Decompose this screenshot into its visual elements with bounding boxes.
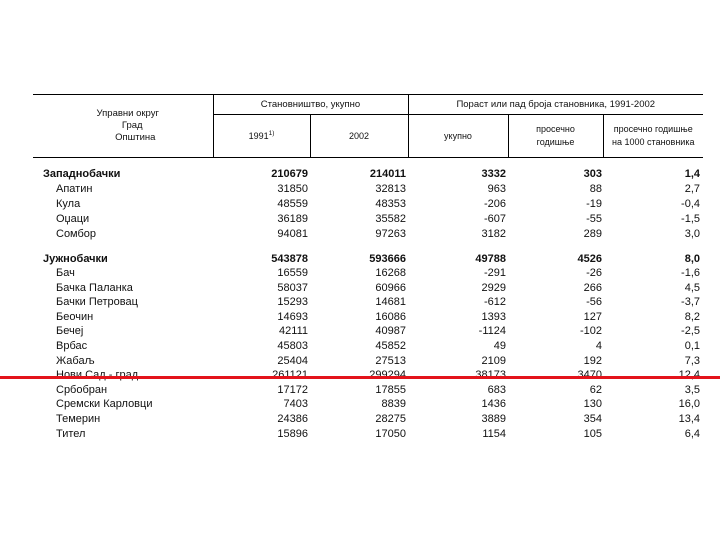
cell-change-total: 49 xyxy=(493,340,506,353)
cell-pop-2002: 48353 xyxy=(375,197,406,210)
cell-change-avg-annual: -102 xyxy=(579,325,602,338)
cell-name: Апатин xyxy=(56,182,93,195)
cell-name: Кула xyxy=(56,197,81,210)
cell-change-per-1000: -3,7 xyxy=(681,296,701,309)
cell-pop-2002: 97263 xyxy=(375,227,406,240)
cell-pop-2002: 27513 xyxy=(375,354,406,367)
cell-change-per-1000: 2,7 xyxy=(684,182,701,195)
spacer-cell xyxy=(33,158,703,167)
table-row-region xyxy=(33,167,703,182)
table-row-municipality xyxy=(33,182,703,197)
header-territory xyxy=(33,95,213,158)
cell-pop-2002: 593666 xyxy=(369,252,406,265)
cell-change-per-1000: 3,0 xyxy=(684,227,701,240)
cell-pop-2002: 60966 xyxy=(375,281,406,294)
header-municipality-label: Општина xyxy=(115,132,156,143)
cell-pop-2002: 35582 xyxy=(375,212,406,225)
cell-change-per-1000: -1,6 xyxy=(681,267,701,280)
header-region-label: Управни округ xyxy=(96,108,159,119)
cell-change-per-1000: 8,2 xyxy=(684,310,701,323)
cell-change-per-1000: 6,4 xyxy=(684,427,701,440)
cell-change-total: 3332 xyxy=(481,167,506,180)
cell-change-total: 683 xyxy=(487,383,506,396)
cell-change-avg-annual: 266 xyxy=(583,281,602,294)
table-row-municipality xyxy=(33,227,703,242)
table-row-municipality xyxy=(33,397,703,412)
cell-pop-1991: 24386 xyxy=(277,413,308,426)
cell-change-per-1000: 7,3 xyxy=(684,354,701,367)
table-row-municipality xyxy=(33,266,703,281)
cell-change-avg-annual: -56 xyxy=(586,296,602,309)
cell-name: Сомбор xyxy=(56,227,97,240)
cell-pop-1991: 36189 xyxy=(277,212,308,225)
header-col-2002: 2002 xyxy=(310,115,408,158)
cell-pop-1991: 58037 xyxy=(277,281,308,294)
cell-change-total: 1436 xyxy=(481,398,506,411)
cell-change-avg-annual: 4 xyxy=(595,340,602,353)
table-row-municipality xyxy=(33,295,703,310)
cell-change-total: -206 xyxy=(483,197,506,210)
cell-name: Оџаци xyxy=(56,212,90,225)
header-population-group: Становништво, укупно xyxy=(213,95,408,115)
cell-change-per-1000: -1,5 xyxy=(681,212,701,225)
cell-change-avg-annual: -26 xyxy=(586,267,602,280)
cell-pop-1991: 210679 xyxy=(271,167,308,180)
cell-change-total: 2929 xyxy=(481,281,506,294)
header-row-groups xyxy=(33,95,703,115)
cell-change-per-1000: 4,5 xyxy=(684,281,701,294)
cell-pop-2002: 32813 xyxy=(375,182,406,195)
cell-name: Врбас xyxy=(56,340,88,353)
table-row-municipality xyxy=(33,339,703,354)
cell-change-avg-annual: 130 xyxy=(583,398,602,411)
cell-change-per-1000: 13,4 xyxy=(678,413,701,426)
table-row-municipality xyxy=(33,324,703,339)
cell-pop-2002: 17855 xyxy=(375,383,406,396)
cell-pop-1991: 31850 xyxy=(277,182,308,195)
cell-change-per-1000: -0,4 xyxy=(681,197,701,210)
cell-pop-1991: 45803 xyxy=(277,340,308,353)
header-col-avg-annual-line1: просечно xyxy=(536,124,575,134)
cell-change-avg-annual: 4526 xyxy=(577,252,602,265)
header-col-per-1000-line1: просечно годишње xyxy=(613,124,693,134)
cell-pop-2002: 16086 xyxy=(375,310,406,323)
cell-pop-2002: 214011 xyxy=(369,167,406,180)
table-row-municipality xyxy=(33,281,703,296)
table-row-municipality xyxy=(33,310,703,325)
cell-change-per-1000: 1,4 xyxy=(684,167,701,180)
cell-pop-1991: 14693 xyxy=(277,310,308,323)
cell-pop-2002: 40987 xyxy=(375,325,406,338)
cell-change-total: 3889 xyxy=(481,413,506,426)
cell-change-avg-annual: 303 xyxy=(583,167,602,180)
cell-name: Бачки Петровац xyxy=(56,296,138,309)
cell-change-per-1000: -2,5 xyxy=(681,325,701,338)
header-col-per-1000-line2: на 1000 становника xyxy=(612,137,695,147)
cell-name: Србобран xyxy=(56,383,108,396)
spacer-row xyxy=(33,158,703,167)
red-horizontal-line xyxy=(0,376,720,379)
cell-name: Темерин xyxy=(56,413,101,426)
cell-change-avg-annual: 354 xyxy=(583,413,602,426)
cell-pop-2002: 28275 xyxy=(375,413,406,426)
cell-pop-1991: 15293 xyxy=(277,296,308,309)
cell-pop-1991: 17172 xyxy=(277,383,308,396)
header-col-total: укупно xyxy=(408,115,508,158)
cell-change-avg-annual: 127 xyxy=(583,310,602,323)
cell-change-total: 49788 xyxy=(475,252,506,265)
population-table xyxy=(33,94,703,441)
table-row-municipality xyxy=(33,427,703,442)
cell-name: Бачка Паланка xyxy=(56,281,133,294)
spacer-cell xyxy=(33,242,703,252)
footnote-marker: 1) xyxy=(268,129,275,137)
cell-change-per-1000: 16,0 xyxy=(678,398,701,411)
cell-change-avg-annual: 88 xyxy=(589,182,602,195)
cell-pop-1991: 94081 xyxy=(277,227,308,240)
header-col-1991 xyxy=(213,115,310,158)
cell-change-avg-annual: -55 xyxy=(586,212,602,225)
table-row-municipality xyxy=(33,197,703,212)
header-change-group: Пораст или пад броја становника, 1991-2002 xyxy=(408,95,703,115)
spacer-row xyxy=(33,242,703,252)
cell-pop-2002: 8839 xyxy=(381,398,406,411)
cell-change-total: -291 xyxy=(483,267,506,280)
table-row-region xyxy=(33,252,703,267)
cell-change-avg-annual: 105 xyxy=(583,427,602,440)
cell-change-total: 1393 xyxy=(481,310,506,323)
cell-pop-2002: 17050 xyxy=(375,427,406,440)
cell-change-total: -612 xyxy=(483,296,506,309)
cell-pop-1991: 15896 xyxy=(277,427,308,440)
cell-pop-1991: 48559 xyxy=(277,197,308,210)
cell-change-total: 2109 xyxy=(481,354,506,367)
cell-change-per-1000: 3,5 xyxy=(684,383,701,396)
cell-name: Западнобачки xyxy=(43,167,121,180)
cell-pop-1991: 543878 xyxy=(271,252,308,265)
header-col-avg-annual-line2: годишње xyxy=(536,137,575,147)
cell-change-total: 1154 xyxy=(482,427,506,440)
header-col-per-1000 xyxy=(603,115,703,158)
header-city-label: Град xyxy=(121,120,143,131)
cell-change-total: 3182 xyxy=(481,227,506,240)
cell-change-total: 963 xyxy=(487,182,506,195)
cell-pop-2002: 16268 xyxy=(375,267,406,280)
table-row-municipality xyxy=(33,212,703,227)
cell-pop-1991: 25404 xyxy=(277,354,308,367)
table-row-municipality xyxy=(33,383,703,398)
cell-change-avg-annual: -19 xyxy=(586,197,602,210)
cell-pop-2002: 14681 xyxy=(375,296,406,309)
header-col-avg-annual xyxy=(508,115,603,158)
cell-change-avg-annual: 192 xyxy=(583,354,602,367)
cell-name: Жабаљ xyxy=(56,354,95,367)
cell-pop-1991: 42111 xyxy=(279,325,308,338)
cell-name: Бечеј xyxy=(56,325,84,338)
table-row-municipality xyxy=(33,412,703,427)
cell-pop-2002: 45852 xyxy=(375,340,406,353)
cell-change-total: -1124 xyxy=(478,325,506,338)
cell-name: Сремски Карловци xyxy=(56,398,153,411)
cell-name: Тител xyxy=(56,427,86,440)
table-row-municipality xyxy=(33,354,703,369)
cell-name: Беочин xyxy=(56,310,94,323)
header-col-1991-year: 1991 xyxy=(248,130,269,141)
cell-change-per-1000: 0,1 xyxy=(684,340,701,353)
cell-change-total: -607 xyxy=(483,212,506,225)
cell-change-avg-annual: 289 xyxy=(583,227,602,240)
cell-change-per-1000: 8,0 xyxy=(684,252,701,265)
cell-pop-1991: 7403 xyxy=(283,398,308,411)
cell-name: Јужнобачки xyxy=(43,252,108,265)
cell-pop-1991: 16559 xyxy=(277,267,308,280)
cell-name: Бач xyxy=(56,267,75,280)
cell-change-avg-annual: 62 xyxy=(589,383,602,396)
